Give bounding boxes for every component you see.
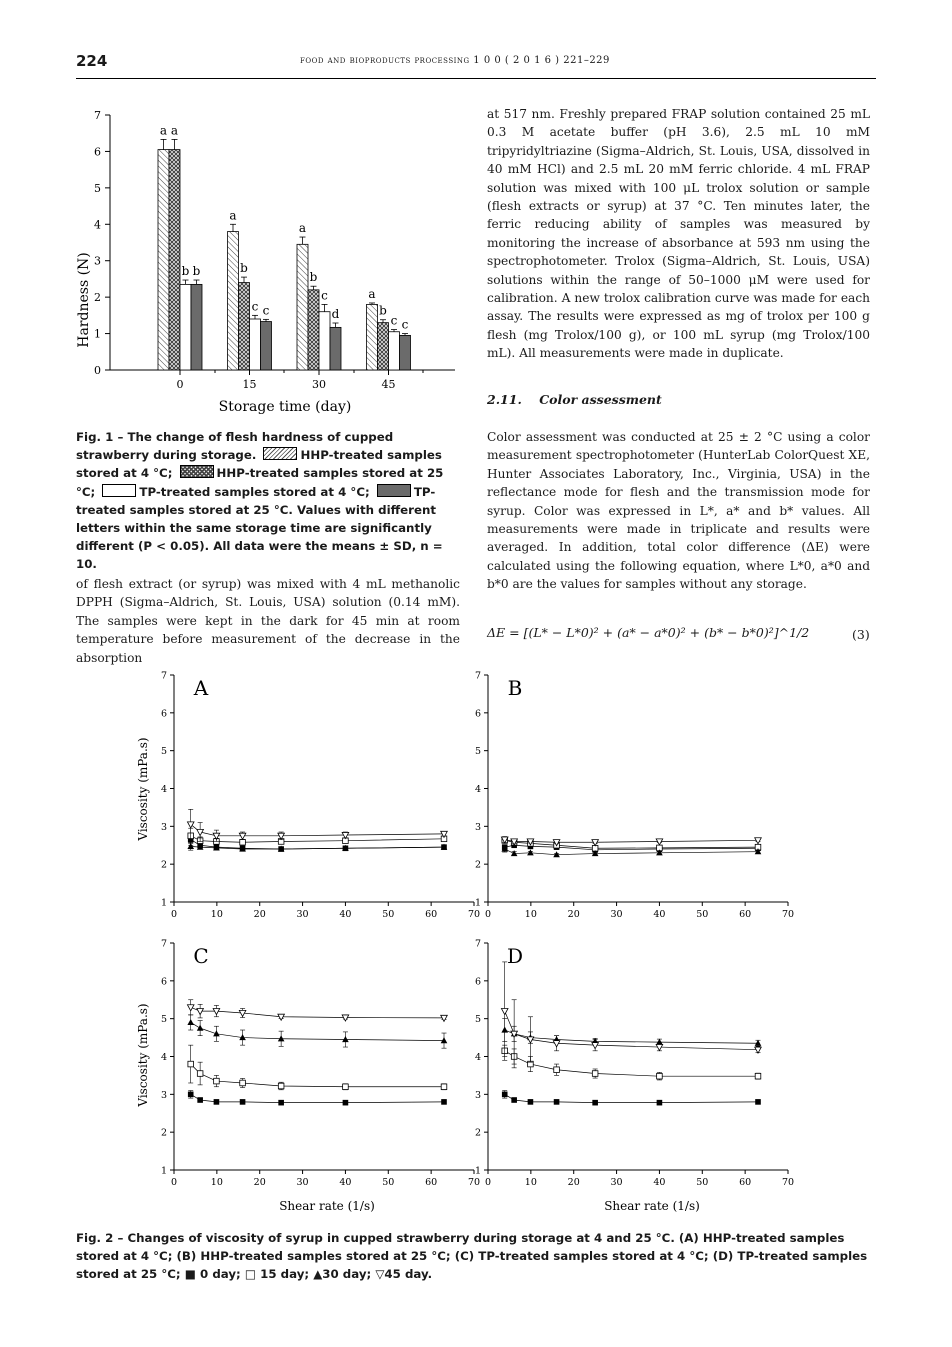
fig2-marker-45day: [441, 1015, 448, 1021]
fig2-xtick-label: 50: [696, 1177, 709, 1188]
fig2-series-line: [505, 1094, 758, 1102]
equation-number: (3): [852, 627, 870, 642]
fig2-xtick-label: 40: [339, 909, 352, 920]
fig1-ytick-label: 7: [94, 109, 101, 122]
fig2-xtick-label: 0: [484, 909, 492, 920]
fig1-significance-letter: c: [321, 288, 328, 303]
fig2-ytick-label: 3: [474, 821, 481, 833]
fig1-significance-letter: a: [368, 286, 376, 301]
fig2-xtick-label: 70: [781, 909, 795, 920]
section-title: Color assessment: [539, 392, 662, 407]
fig2-ytick-label: 5: [160, 746, 167, 758]
fig2-marker-0day: [214, 1099, 220, 1105]
fig1-bar: [191, 284, 202, 370]
fig1-ytick-label: 5: [94, 181, 101, 195]
fig1-significance-letter: b: [192, 264, 201, 279]
fig1-caption-suffix: Values with different letters within the same storage time are significantly different (P < 0.05). All data were the means ± SD, n = 10.: [76, 502, 443, 572]
fig2-marker-45day: [755, 1047, 762, 1053]
fig2-marker-30day: [342, 1036, 349, 1042]
fig2-series-line: [191, 1007, 444, 1018]
fig2-caption: Fig. 2 – Changes of viscosity of syrup in cupped strawberry during storage at 4 and 25 °C. (A) HHP-treated samples stored at 4 °C; (B) HHP-treated samples stored at 25 °C; (C) TP-treated samples stored at 4 °C; (D) TP-treated samples stored at 25 °C; ■ 0 day; □ 15 day; ▲30 day; ▽45 day.: [76, 1231, 868, 1282]
fig1-significance-letter: a: [159, 123, 168, 138]
fig2-marker-15day: [188, 1061, 194, 1067]
header-rule: [76, 78, 876, 79]
fig2-ytick-label: 2: [160, 1127, 167, 1139]
fig2-ytick-label: 6: [474, 976, 481, 988]
fig2-marker-0day: [240, 1099, 246, 1105]
fig2-xtick-label: 10: [210, 909, 223, 920]
fig1-bar: [367, 304, 378, 370]
fig2-ytick-label: 7: [160, 938, 167, 950]
fig1-significance-letter: a: [170, 123, 179, 138]
fig2-ytick-label: 5: [160, 1014, 167, 1026]
fig2-xtick-label: 40: [653, 1177, 666, 1188]
fig1-bar: [308, 290, 319, 370]
fig2-marker-45day: [592, 1043, 599, 1049]
fig2-marker-45day: [187, 1005, 194, 1011]
fig2-xtick-label: 0: [170, 1177, 178, 1188]
fig2-marker-30day: [187, 843, 194, 849]
fig2-marker-0day: [441, 1099, 447, 1105]
fig2-ytick-label: 3: [160, 1089, 167, 1101]
left-paragraph: of flesh extract (or syrup) was mixed with 4 mL methanolic DPPH (Sigma–Aldrich, St. Louis, USA) solution (0.14 mM). The samples were kept in the dark for 45 min at room temperature before measurement of the decrease in the absorption: [76, 577, 460, 665]
fig2-marker-45day: [501, 1009, 508, 1015]
fig1-bar: [180, 284, 191, 370]
fig2-xtick-label: 0: [170, 909, 178, 920]
right-paragraph-color: Color assessment was conducted at 25 ± 2 °C using a color measurement spectrophotometer (HunterLab ColorQuest XE, Hunter Associates Laboratory, Inc., Virginia, USA) in the reflectance mode for flesh and the transmission mode for syrup. Color was expressed in L*, a* and b* values. All measurements were made in triplicate and results were averaged. In addition, total color difference (ΔE) were calculated using the following equation, where L*0, a*0 and b*0 are the values for samples without any storage.: [487, 430, 870, 592]
fig1-ytick-label: 3: [94, 254, 101, 268]
fig2-marker-0day: [657, 1100, 663, 1106]
fig2-marker-15day: [214, 1078, 220, 1084]
fig2-marker-45day: [656, 839, 663, 845]
section-heading: [487, 392, 662, 407]
fig1-significance-letter: d: [331, 307, 340, 322]
fig2-ytick-label: 3: [474, 1089, 481, 1101]
fig1-significance-letter: a: [298, 221, 307, 236]
fig2-ytick-label: 6: [160, 708, 167, 720]
fig1-legend-3: TP-treated samples stored at 4 °C;: [139, 484, 370, 499]
fig2-marker-0day: [592, 1100, 598, 1106]
fig2-xtick-label: 60: [425, 1177, 438, 1188]
fig2-ytick-label: 3: [160, 821, 167, 833]
fig1-significance-letter: b: [240, 261, 248, 276]
fig2-xtick-label: 30: [296, 909, 309, 920]
fig2-panel-label: D: [506, 944, 524, 968]
fig1-significance-letter: b: [379, 303, 387, 318]
fig1-ytick-label: 4: [94, 218, 101, 232]
fig1-bar: [261, 322, 272, 370]
fig2-marker-45day: [239, 833, 246, 839]
fig2-xtick-label: 60: [739, 909, 752, 920]
fig2-ytick-label: 5: [474, 1014, 481, 1026]
fig2-marker-15day: [441, 1084, 447, 1090]
panel-a-ylabel: Viscosity (mPa.s): [136, 737, 150, 841]
fig1-significance-letter: c: [390, 313, 398, 328]
fig1-xtick-label: 15: [242, 378, 257, 391]
fig1-caption-prefix: Fig. 1 – The change of flesh hardness of cupped strawberry during storage.: [76, 430, 394, 463]
fig2-ytick-label: 7: [160, 670, 167, 682]
fig1-bar: [389, 332, 400, 370]
fig2-xtick-label: 10: [524, 1177, 537, 1188]
fig2-xtick-label: 30: [610, 1177, 623, 1188]
fig1-bar: [228, 232, 239, 370]
fig2-marker-45day: [278, 1014, 285, 1020]
fig2-panel-label: B: [507, 676, 523, 700]
fig2-ytick-label: 6: [160, 976, 167, 988]
fig1-xtick-label: 0: [176, 378, 184, 391]
fig2-ytick-label: 4: [160, 784, 167, 795]
page-number: 224: [76, 52, 108, 70]
fig2-marker-30day: [187, 1019, 194, 1025]
right-paragraph-frap: at 517 nm. Freshly prepared FRAP solution contained 25 mL 0.3 M acetate buffer (pH 3.6), 2.5 mL 10 mM tripyridyltriazine (Sigma–Aldrich, St. Louis, USA, dissolved in 40 mM HCl) and 2.5 mL 20 mM ferric chloride. 4 mL FRAP solution was mixed with 100 μL trolox solution or sample (flesh extracts or syrup) at 37 °C. Ten minutes later, the ferric reducing ability of samples was measured by monitoring the increase of absorbance at 593 nm using the spectrophotometer. Trolox (Sigma–Aldrich, St. Louis, USA) solutions within the range of 50–1000 μM were used for calibration. A new trolox calibration curve was made for each assay. The results were expressed as mg of trolox per 100 g flesh (mg Trolox/100 g), or 100 mL syrup (mg Trolox/100 mL). All measurements were made in duplicate.: [487, 107, 870, 361]
fig2-ytick-label: 4: [160, 1052, 167, 1063]
fig1-significance-letter: c: [401, 317, 409, 332]
fig1-xlabel: Storage time (day): [218, 399, 352, 415]
fig2-marker-45day: [592, 840, 599, 846]
fig2-ytick-label: 4: [474, 784, 481, 795]
fig2-ytick-label: 1: [474, 1165, 481, 1177]
fig2-series-line: [191, 1022, 444, 1040]
fig2-series-line: [505, 849, 758, 855]
fig1-bar: [330, 327, 341, 370]
fig1-significance-letter: a: [229, 208, 237, 223]
equation: ΔE = [(L* − L*0)² + (a* − a*0)² + (b* − b*0)²]^1/2: [487, 625, 810, 640]
fig2-marker-45day: [187, 822, 194, 828]
fig2-marker-15day: [343, 1084, 349, 1090]
fig2-marker-30day: [441, 1037, 448, 1043]
fig2-series-line: [191, 824, 444, 835]
fig2-xtick-label: 50: [696, 909, 709, 920]
fig2-marker-15day: [240, 839, 246, 845]
fig1-xtick-label: 30: [312, 378, 326, 391]
fig1-bar: [169, 150, 180, 370]
fig1-legend-2: HHP-treated samples stored at 25 °C;: [76, 466, 444, 499]
fig2-marker-15day: [240, 1080, 246, 1086]
fig2-marker-0day: [278, 1100, 284, 1106]
fig1-bar: [297, 244, 308, 370]
fig1-significance-letter: c: [262, 303, 270, 318]
legend-swatch-hhp-25c: [180, 465, 214, 478]
fig1-legend-1: HHP-treated samples stored at 4 °C;: [76, 448, 442, 481]
legend-swatch-tp-4c: [102, 484, 136, 497]
fig2-marker-45day: [342, 1015, 349, 1021]
fig2-xtick-label: 60: [425, 909, 438, 920]
fig2-marker-0day: [343, 1100, 349, 1106]
fig2-marker-0day: [197, 1097, 203, 1103]
fig2-xtick-label: 20: [253, 909, 266, 920]
fig2-ytick-label: 4: [474, 1052, 481, 1063]
fig2-marker-45day: [656, 1044, 663, 1050]
legend-swatch-hhp-4c: [263, 447, 297, 460]
fig1-caption: [76, 428, 461, 574]
fig2-marker-0day: [511, 1097, 517, 1103]
fig2-ytick-label: 2: [474, 859, 481, 871]
fig1-ytick-label: 0: [94, 364, 101, 377]
legend-swatch-tp-25c: [377, 484, 411, 497]
fig2-panel-label: A: [193, 676, 209, 700]
fig2-ytick-label: 1: [160, 1165, 167, 1177]
fig2-series-line: [505, 840, 758, 843]
fig2-series-line: [191, 1094, 444, 1102]
fig2-series-line: [505, 1011, 758, 1050]
fig2-marker-30day: [527, 849, 534, 855]
fig1-significance-letter: b: [181, 264, 190, 279]
panel-d-xlabel: Shear rate (1/s): [604, 1199, 700, 1213]
fig2-xtick-label: 0: [484, 1177, 492, 1188]
fig2-xtick-label: 50: [382, 909, 395, 920]
fig2-marker-15day: [278, 1083, 284, 1089]
fig1-ylabel: Hardness (N): [76, 252, 92, 348]
panel-c-ylabel: Viscosity (mPa.s): [136, 1003, 150, 1107]
fig2-marker-15day: [197, 1071, 203, 1077]
fig2-panel-label: C: [193, 944, 209, 968]
fig1-bar: [378, 323, 389, 370]
journal-running-head: food and bioproducts processing 1 0 0 ( 2 0 1 6 ) 221–229: [300, 55, 610, 66]
fig2-marker-30day: [278, 1035, 285, 1041]
fig2-series-line: [191, 836, 444, 842]
fig2-viscosity-panels: [128, 665, 828, 1225]
fig2-xtick-label: 20: [253, 1177, 266, 1188]
fig1-xtick-label: 45: [381, 378, 396, 391]
fig2-xtick-label: 10: [210, 1177, 223, 1188]
fig2-ytick-label: 6: [474, 708, 481, 720]
fig2-xtick-label: 60: [739, 1177, 752, 1188]
fig2-xtick-label: 20: [567, 1177, 580, 1188]
fig2-ytick-label: 1: [474, 897, 481, 909]
fig2-xtick-label: 30: [610, 909, 623, 920]
panel-c-xlabel: Shear rate (1/s): [279, 1199, 375, 1213]
fig2-marker-30day: [755, 1040, 762, 1046]
fig2-marker-15day: [657, 1073, 663, 1079]
fig2-ytick-label: 7: [474, 938, 481, 950]
fig2-marker-0day: [188, 1092, 194, 1098]
fig2-marker-0day: [554, 1099, 560, 1105]
fig2-xtick-label: 50: [382, 1177, 395, 1188]
fig2-xtick-label: 40: [653, 909, 666, 920]
fig2-marker-15day: [592, 1071, 598, 1077]
section-number: 2.11.: [487, 392, 522, 407]
fig2-marker-0day: [528, 1099, 534, 1105]
fig2-ytick-label: 5: [474, 746, 481, 758]
fig1-significance-letter: b: [309, 270, 318, 285]
fig2-series-line: [191, 1064, 444, 1087]
fig2-marker-15day: [554, 1067, 560, 1073]
fig2-xtick-label: 70: [467, 909, 481, 920]
fig2-marker-45day: [197, 1009, 204, 1015]
fig1-bar-chart: [70, 100, 470, 420]
fig2-ytick-label: 7: [474, 670, 481, 682]
fig2-series-line: [505, 1051, 758, 1076]
fig1-ytick-label: 1: [94, 327, 101, 341]
fig1-ytick-label: 6: [94, 145, 101, 159]
fig1-legend-4: TP-treated samples stored at 25 °C.: [76, 484, 436, 517]
fig2-ytick-label: 2: [160, 859, 167, 871]
fig2-marker-30day: [197, 1025, 204, 1031]
fig2-xtick-label: 70: [467, 1177, 481, 1188]
fig1-bar: [158, 150, 169, 370]
fig2-marker-45day: [755, 838, 762, 844]
fig2-xtick-label: 20: [567, 909, 580, 920]
fig1-bar: [400, 335, 411, 370]
fig1-bar: [250, 319, 261, 370]
fig1-ytick-label: 2: [94, 291, 101, 305]
fig1-bar: [239, 283, 250, 370]
fig2-xtick-label: 10: [524, 909, 537, 920]
fig2-ytick-label: 1: [160, 897, 167, 909]
fig1-bar: [319, 312, 330, 370]
fig2-marker-15day: [755, 1073, 761, 1079]
fig2-marker-0day: [502, 1092, 508, 1098]
fig2-xtick-label: 70: [781, 1177, 795, 1188]
fig1-significance-letter: c: [251, 299, 259, 314]
fig2-xtick-label: 40: [339, 1177, 352, 1188]
fig2-ytick-label: 2: [474, 1127, 481, 1139]
fig2-marker-0day: [755, 1099, 761, 1105]
fig2-xtick-label: 30: [296, 1177, 309, 1188]
